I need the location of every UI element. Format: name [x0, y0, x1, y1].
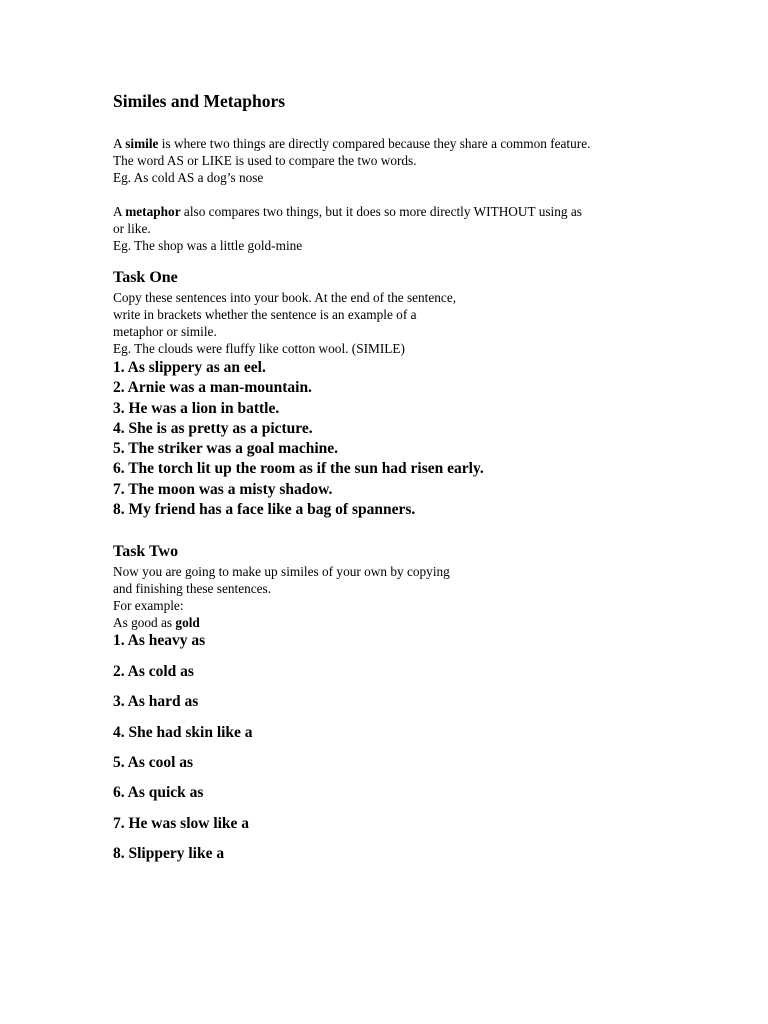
- metaphor-definition-text: also compares two things, but it does so more directly WITHOUT using as: [180, 204, 582, 219]
- task-one-item: 7. The moon was a misty shadow.: [113, 480, 333, 498]
- task-two-item: 1. As heavy as: [113, 632, 206, 650]
- task-one-instruction-line: metaphor or simile.: [113, 324, 217, 339]
- task-one-instruction-line: write in brackets whether the sentence is an example of a: [113, 307, 417, 322]
- task-two-item: 4. She had skin like a: [113, 723, 253, 741]
- task-one-item: 4. She is as pretty as a picture.: [113, 419, 313, 437]
- task-two-example-prefix: As good as: [113, 615, 176, 631]
- page-title: Similes and Metaphors: [113, 91, 286, 111]
- metaphor-definition-line-2: or like.: [113, 221, 151, 236]
- task-one-heading: Task One: [113, 269, 178, 286]
- simile-definition: [113, 135, 673, 186]
- metaphor-definition: [113, 203, 673, 254]
- metaphor-term: metaphor: [125, 204, 181, 219]
- task-two-item: 2. As cold as: [113, 662, 194, 680]
- task-one-example: Eg. The clouds were fluffy like cotton wool. (SIMILE): [113, 341, 405, 356]
- task-two-item: 3. As hard as: [113, 693, 199, 711]
- task-two-instructions: [113, 563, 673, 631]
- task-two-instruction-line: Now you are going to make up similes of your own by copying: [113, 564, 450, 580]
- metaphor-definition-line-1: [113, 203, 673, 220]
- task-one-item: 1. As slippery as an eel.: [113, 359, 266, 376]
- task-two-item: 8. Slippery like a: [113, 845, 225, 863]
- task-two-item: 6. As quick as: [113, 784, 204, 802]
- task-one-item: 6. The torch lit up the room as if the sun had risen early.: [113, 460, 484, 478]
- task-one-instructions: [113, 289, 673, 357]
- task-two-section: [113, 541, 673, 864]
- metaphor-example: Eg. The shop was a little gold-mine: [113, 238, 303, 253]
- task-two-example-answer: gold: [175, 615, 200, 631]
- task-two-item: 5. As cool as: [113, 753, 194, 771]
- document-page: [113, 88, 673, 875]
- task-two-item: 7. He was slow like a: [113, 814, 250, 832]
- simile-definition-text: is where two things are directly compared because they share a common feature.: [158, 136, 591, 151]
- task-one-item: 5. The striker was a goal machine.: [113, 440, 339, 458]
- simile-definition-line-1: [113, 135, 673, 152]
- task-two-list: [113, 631, 673, 864]
- simile-prefix: A: [113, 136, 126, 151]
- simile-definition-line-2: The word AS or LIKE is used to compare the two words.: [113, 153, 417, 168]
- simile-example: Eg. As cold AS a dog’s nose: [113, 170, 264, 185]
- task-one-item: 3. He was a lion in battle.: [113, 399, 280, 417]
- task-two-example: [113, 614, 673, 631]
- task-one-instruction-line: Copy these sentences into your book. At the end of the sentence,: [113, 290, 457, 305]
- metaphor-prefix: A: [113, 204, 126, 219]
- task-two-instruction-line: For example:: [113, 598, 184, 614]
- task-one-item: 2. Arnie was a man-mountain.: [113, 379, 312, 397]
- simile-term: simile: [125, 136, 159, 151]
- task-one-item: 8. My friend has a face like a bag of spanners.: [113, 501, 416, 519]
- task-one-section: [113, 267, 673, 520]
- task-two-instruction-line: and finishing these sentences.: [113, 581, 272, 597]
- task-one-list: [113, 358, 673, 520]
- task-two-heading: Task Two: [113, 543, 179, 561]
